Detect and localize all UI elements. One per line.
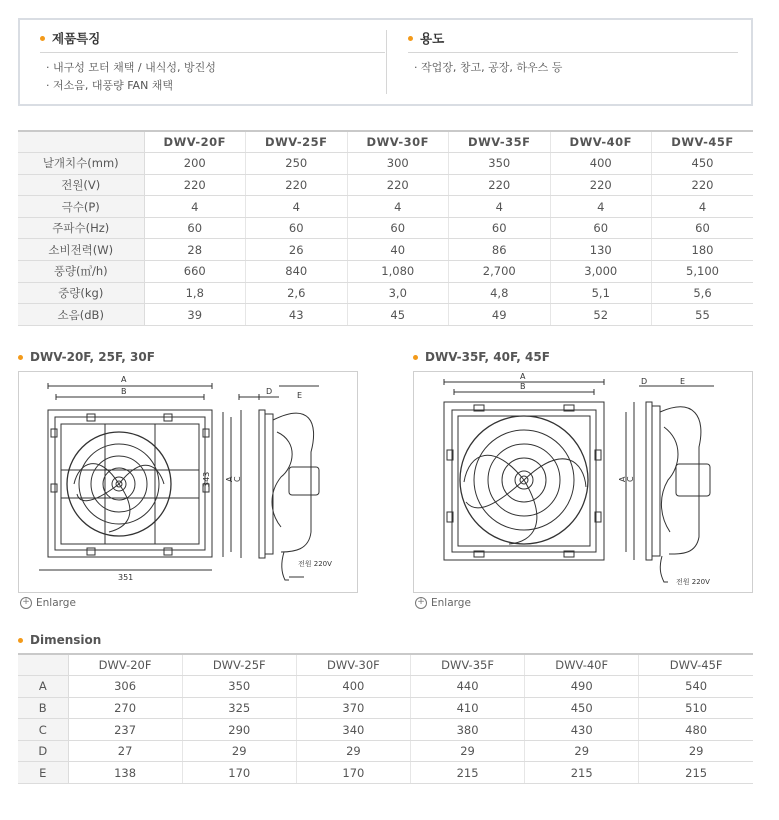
table-cell: 215 xyxy=(525,762,639,784)
table-cell: 29 xyxy=(296,740,410,762)
usage-column xyxy=(408,28,738,77)
dimension-model-header: DWV-40F xyxy=(525,654,639,676)
table-cell: 5,1 xyxy=(550,282,652,304)
table-cell: 4,8 xyxy=(449,282,551,304)
table-cell: 39 xyxy=(144,304,246,326)
table-cell: 60 xyxy=(652,217,754,239)
dim-label-a-side: A xyxy=(225,476,234,482)
table-cell: 26 xyxy=(246,239,348,261)
spec-model-header: DWV-25F xyxy=(246,131,348,153)
table-cell: 1,080 xyxy=(347,261,449,283)
dim-label-width: 351 xyxy=(118,573,134,582)
table-cell: 60 xyxy=(449,217,551,239)
dimension-model-header: DWV-45F xyxy=(639,654,753,676)
row-label: A xyxy=(18,676,68,698)
table-cell: 215 xyxy=(410,762,524,784)
features-title: 제품특징 xyxy=(52,31,101,46)
table-cell: 3,000 xyxy=(550,261,652,283)
table-cell: 340 xyxy=(296,719,410,741)
dimension-corner-cell xyxy=(18,654,68,676)
divider xyxy=(40,52,385,53)
table-cell: 40 xyxy=(347,239,449,261)
dim-label-c: C xyxy=(626,476,635,482)
divider xyxy=(408,52,738,53)
table-cell: 29 xyxy=(639,740,753,762)
spec-row xyxy=(18,261,753,283)
table-cell: 43 xyxy=(246,304,348,326)
diagram-small-title-wrap xyxy=(18,350,155,364)
table-cell: 5,100 xyxy=(652,261,754,283)
table-cell: 29 xyxy=(525,740,639,762)
dimension-model-header: DWV-20F xyxy=(68,654,182,676)
dimension-row xyxy=(18,762,753,784)
enlarge-label: Enlarge xyxy=(431,597,471,609)
spec-row xyxy=(18,282,753,304)
table-cell: 180 xyxy=(652,239,754,261)
spec-model-header: DWV-30F xyxy=(347,131,449,153)
table-cell: 55 xyxy=(652,304,754,326)
table-cell: 29 xyxy=(410,740,524,762)
usage-title: 용도 xyxy=(420,31,445,46)
table-cell: 306 xyxy=(68,676,182,698)
fan-drawing-small xyxy=(19,372,357,592)
table-cell: 380 xyxy=(410,719,524,741)
row-label: E xyxy=(18,762,68,784)
table-cell: 52 xyxy=(550,304,652,326)
enlarge-link-small[interactable] xyxy=(20,597,76,609)
table-cell: 270 xyxy=(68,697,182,719)
enlarge-link-large[interactable] xyxy=(415,597,471,609)
dim-label-height: 343 xyxy=(202,471,211,487)
table-cell: 480 xyxy=(639,719,753,741)
zoom-in-icon: + xyxy=(415,597,427,609)
table-cell: 4 xyxy=(246,196,348,218)
table-cell: 220 xyxy=(652,174,754,196)
table-cell: 200 xyxy=(144,153,246,175)
spec-model-header: DWV-20F xyxy=(144,131,246,153)
dimension-row xyxy=(18,719,753,741)
spec-header-row xyxy=(18,131,753,153)
power-label: 전원 220V xyxy=(298,560,332,568)
table-cell: 27 xyxy=(68,740,182,762)
bullet-dot-icon xyxy=(18,638,23,643)
diagram-small-box[interactable] xyxy=(18,371,358,593)
zoom-in-icon: + xyxy=(20,597,32,609)
power-label: 전원 220V xyxy=(676,578,710,586)
table-cell: 4 xyxy=(144,196,246,218)
spec-row xyxy=(18,217,753,239)
table-cell: 4 xyxy=(550,196,652,218)
diagram-small-title: DWV-20F, 25F, 30F xyxy=(30,350,155,364)
table-cell: 290 xyxy=(182,719,296,741)
bullet-dot-icon xyxy=(18,355,23,360)
table-cell: 350 xyxy=(182,676,296,698)
dim-label-a-side: A xyxy=(618,476,627,482)
row-label: 극수(P) xyxy=(18,196,144,218)
table-cell: 215 xyxy=(639,762,753,784)
table-cell: 220 xyxy=(246,174,348,196)
dimension-model-header: DWV-25F xyxy=(182,654,296,676)
table-cell: 3,0 xyxy=(347,282,449,304)
feature-item: · 저소음, 대풍량 FAN 채택 xyxy=(46,79,174,92)
dimension-title: Dimension xyxy=(30,633,102,647)
diagram-large-title: DWV-35F, 40F, 45F xyxy=(425,350,550,364)
diagram-large-box[interactable] xyxy=(413,371,753,593)
table-cell: 430 xyxy=(525,719,639,741)
dim-label-a: A xyxy=(121,375,127,384)
table-cell: 450 xyxy=(525,697,639,719)
dimension-row xyxy=(18,676,753,698)
dimension-model-header: DWV-35F xyxy=(410,654,524,676)
table-cell: 250 xyxy=(246,153,348,175)
table-cell: 49 xyxy=(449,304,551,326)
spec-row xyxy=(18,174,753,196)
dim-label-a: A xyxy=(520,372,526,381)
dimension-title-wrap xyxy=(18,633,101,647)
table-cell: 440 xyxy=(410,676,524,698)
fan-drawing-large xyxy=(414,372,752,592)
table-cell: 220 xyxy=(347,174,449,196)
row-label: 전원(V) xyxy=(18,174,144,196)
feature-item: · 내구성 모터 채택 / 내식성, 방진성 xyxy=(46,61,216,74)
table-cell: 510 xyxy=(639,697,753,719)
table-cell: 300 xyxy=(347,153,449,175)
usage-item: · 작업장, 창고, 공장, 하우스 등 xyxy=(414,61,563,74)
bullet-dot-icon xyxy=(40,36,45,41)
dimension-header-row xyxy=(18,654,753,676)
diagram-large-title-wrap xyxy=(413,350,550,364)
feature-box xyxy=(18,18,753,106)
row-label: C xyxy=(18,719,68,741)
vertical-divider xyxy=(386,30,387,94)
spec-row xyxy=(18,153,753,175)
row-label: D xyxy=(18,740,68,762)
dimension-row xyxy=(18,697,753,719)
row-label: 중량(kg) xyxy=(18,282,144,304)
table-cell: 450 xyxy=(652,153,754,175)
row-label: 날개치수(mm) xyxy=(18,153,144,175)
table-cell: 400 xyxy=(550,153,652,175)
spec-table xyxy=(18,130,753,326)
dimension-table xyxy=(18,653,753,784)
spec-corner-cell xyxy=(18,131,144,153)
table-cell: 400 xyxy=(296,676,410,698)
dim-label-b: B xyxy=(520,382,526,391)
table-cell: 86 xyxy=(449,239,551,261)
table-cell: 410 xyxy=(410,697,524,719)
bullet-dot-icon xyxy=(413,355,418,360)
table-cell: 4 xyxy=(347,196,449,218)
spec-row xyxy=(18,304,753,326)
table-cell: 170 xyxy=(182,762,296,784)
row-label: 소비전력(W) xyxy=(18,239,144,261)
table-cell: 237 xyxy=(68,719,182,741)
dim-label-d: D xyxy=(266,387,273,396)
table-cell: 490 xyxy=(525,676,639,698)
dim-label-e: E xyxy=(680,377,686,386)
table-cell: 4 xyxy=(652,196,754,218)
spec-model-header: DWV-40F xyxy=(550,131,652,153)
table-cell: 60 xyxy=(246,217,348,239)
bullet-dot-icon xyxy=(408,36,413,41)
table-cell: 45 xyxy=(347,304,449,326)
dimension-model-header: DWV-30F xyxy=(296,654,410,676)
table-cell: 4 xyxy=(449,196,551,218)
table-cell: 325 xyxy=(182,697,296,719)
dimension-row xyxy=(18,740,753,762)
table-cell: 2,6 xyxy=(246,282,348,304)
table-cell: 370 xyxy=(296,697,410,719)
row-label: B xyxy=(18,697,68,719)
dim-label-d: D xyxy=(641,377,648,386)
table-cell: 2,700 xyxy=(449,261,551,283)
row-label: 주파수(Hz) xyxy=(18,217,144,239)
row-label: 풍량(㎥/h) xyxy=(18,261,144,283)
enlarge-label: Enlarge xyxy=(36,597,76,609)
dim-label-c: C xyxy=(233,476,242,482)
table-cell: 220 xyxy=(144,174,246,196)
dim-label-b: B xyxy=(121,387,127,396)
table-cell: 170 xyxy=(296,762,410,784)
spec-row xyxy=(18,239,753,261)
spec-row xyxy=(18,196,753,218)
table-cell: 60 xyxy=(347,217,449,239)
row-label: 소음(dB) xyxy=(18,304,144,326)
table-cell: 29 xyxy=(182,740,296,762)
table-cell: 130 xyxy=(550,239,652,261)
dim-label-e: E xyxy=(297,391,303,400)
table-cell: 660 xyxy=(144,261,246,283)
table-cell: 840 xyxy=(246,261,348,283)
table-cell: 28 xyxy=(144,239,246,261)
table-cell: 5,6 xyxy=(652,282,754,304)
table-cell: 1,8 xyxy=(144,282,246,304)
features-column xyxy=(40,28,385,95)
spec-model-header: DWV-45F xyxy=(652,131,754,153)
table-cell: 60 xyxy=(550,217,652,239)
table-cell: 138 xyxy=(68,762,182,784)
table-cell: 220 xyxy=(550,174,652,196)
spec-model-header: DWV-35F xyxy=(449,131,551,153)
table-cell: 540 xyxy=(639,676,753,698)
table-cell: 220 xyxy=(449,174,551,196)
table-cell: 350 xyxy=(449,153,551,175)
table-cell: 60 xyxy=(144,217,246,239)
